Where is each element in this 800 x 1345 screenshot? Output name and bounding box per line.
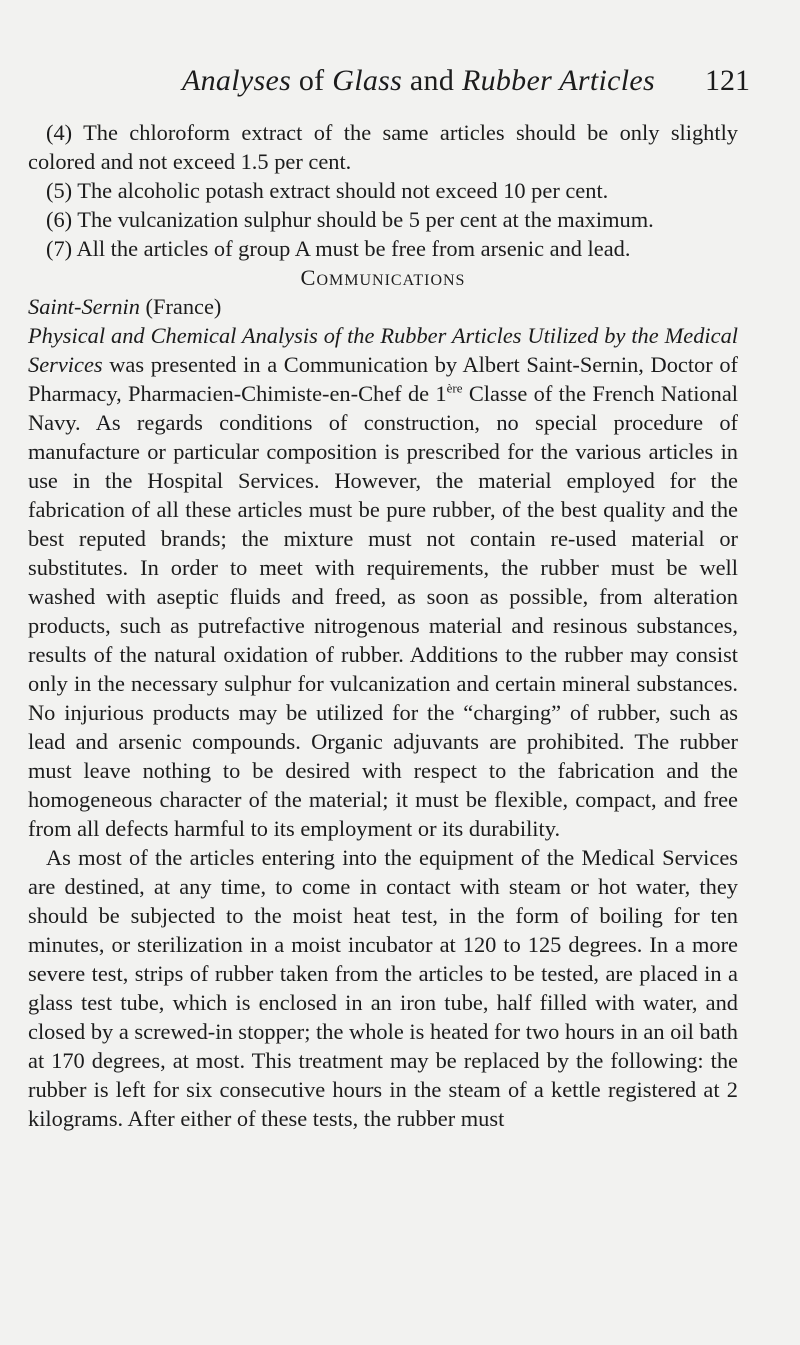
numbered-item-7: (7) All the articles of group A must be free from arsenic and lead.: [46, 236, 631, 261]
section-heading: Communications: [300, 265, 466, 290]
running-title-part: Analyses: [182, 64, 292, 97]
paper-title: Physical and Chemical Analysis of the Rubber Articles Utilized by the Medical Services: [28, 323, 738, 377]
body-text: [28, 118, 738, 1133]
page-number: 121: [705, 64, 750, 97]
paragraph-text: was presented in a Communication by Albert Saint-Sernin, Doctor of Pharmacy, Pharmacien-Chimiste-en-Chef de 1: [28, 352, 738, 406]
superscript: ère: [446, 380, 463, 396]
paragraph-text: Classe of the French National Navy. As regards conditions of construction, no special procedure of manufacture or particular composition is prescribed for the various articles in use in the Hospital Services. However, the material employed for the fabrication of all these articles must be pure rubber, of the best quality and the best reputed brands; the mixture must not contain re-used material or substitutes. In order to meet with requirements, the rubber must be well washed with aseptic fluids and freed, as soon as possible, from alteration products, such as putrefactive nitrogenous material and resinous substances, results of the natural oxidation of rubber. Additions to the rubber may consist only in the necessary sulphur for vulcanization and certain mineral substances. No injurious products may be utilized for the “charging” of rubber, such as lead and arsenic compounds. Organic adjuvants are prohibited. The rubber must leave nothing to be desired with respect to the fabrication and the homogeneous character of the material; it must be flexible, compact, and free from all defects harmful to its employment or its durability.: [28, 381, 738, 841]
subsection-heading: [28, 292, 738, 321]
numbered-item-6: (6) The vulcanization sulphur should be 5 per cent at the maximum.: [46, 207, 654, 232]
numbered-item-4: (4) The chloroform extract of the same articles should be only slightly colored and not exceed 1.5 per cent.: [28, 120, 738, 174]
paragraph-communication: [28, 321, 738, 843]
running-title-part: Rubber Articles: [461, 64, 656, 97]
numbered-item-5: (5) The alcoholic potash extract should not exceed 10 per cent.: [46, 178, 609, 203]
author-country: (France): [139, 294, 222, 319]
running-head: [28, 64, 750, 108]
running-title-part: and: [402, 64, 462, 97]
paragraph-tests: As most of the articles entering into the equipment of the Medical Services are destined, at any time, to come in contact with steam or hot water, they should be subjected to the moist heat test, in the form of boiling for ten minutes, or sterilization in a moist incubator at 120 to 125 degrees. In a more severe test, strips of rubber taken from the articles to be tested, are placed in a glass test tube, which is enclosed in an iron tube, half filled with water, and closed by a screwed-in stopper; the whole is heated for two hours in an oil bath at 170 degrees, at most. This treatment may be replaced by the following: the rubber is left for six consecutive hours in the steam of a kettle registered at 2 kilograms. After either of these tests, the rubber must: [28, 845, 738, 1131]
running-title: [182, 64, 655, 98]
author-name: Saint-Sernin: [28, 294, 140, 319]
running-title-part: Glass: [332, 64, 403, 97]
running-title-part: of: [291, 64, 333, 97]
book-page: [28, 64, 750, 1133]
